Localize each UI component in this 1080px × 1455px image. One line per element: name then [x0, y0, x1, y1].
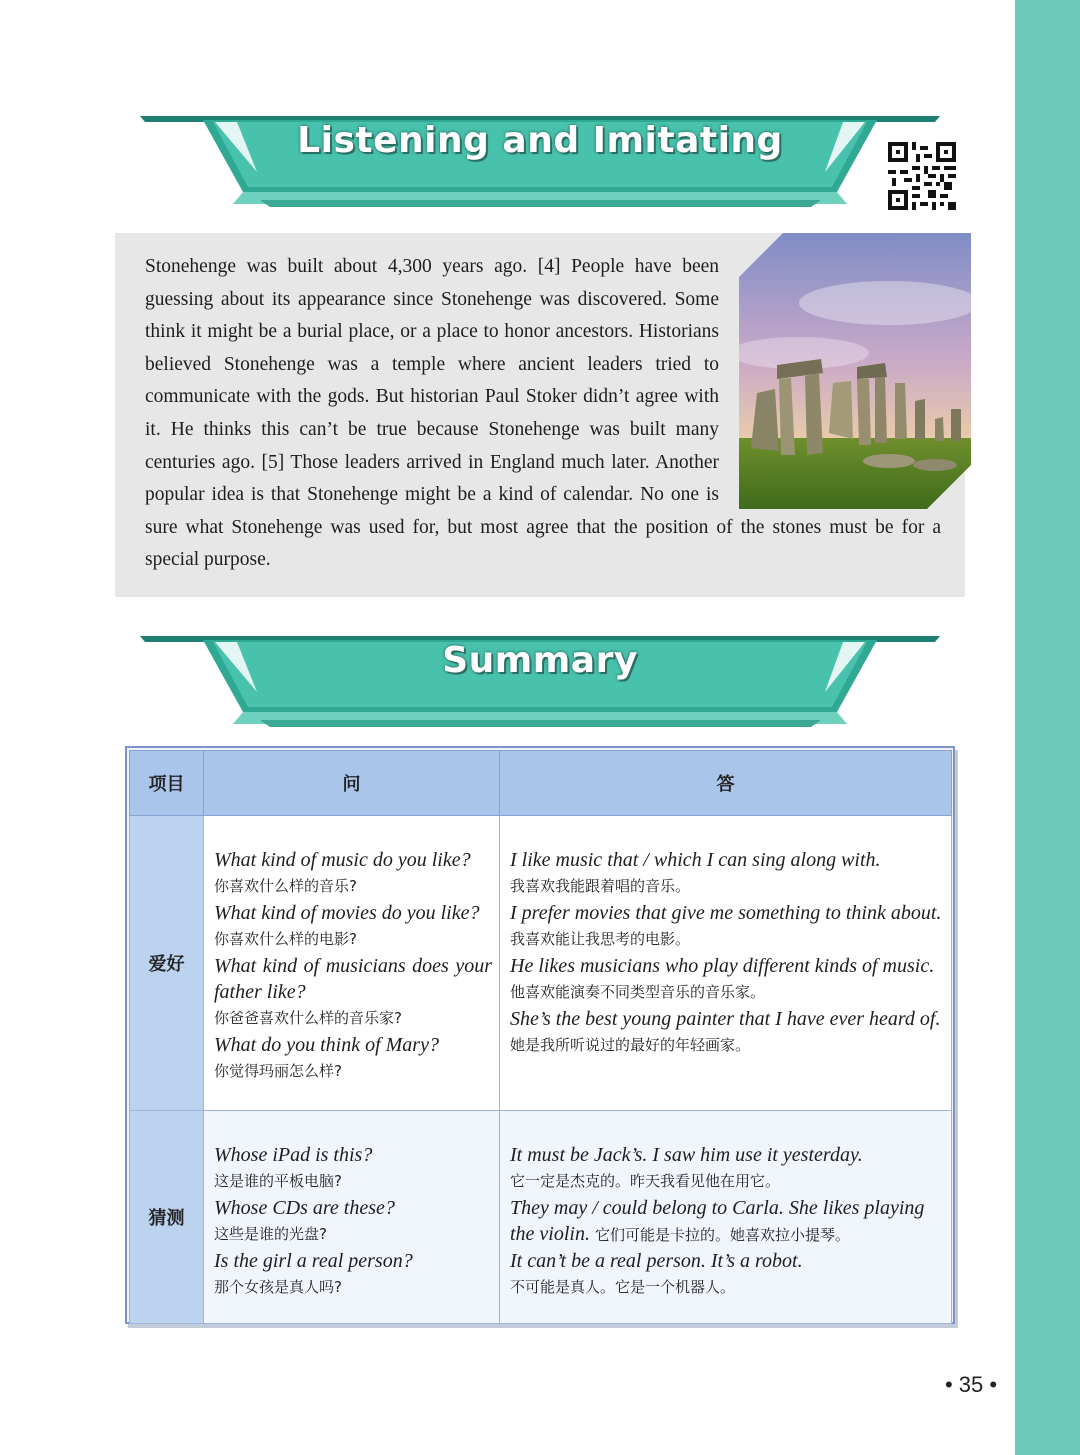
question-zh: 这是谁的平板电脑? [214, 1172, 342, 1190]
listening-title: Listening and Imitating [297, 120, 783, 161]
header-topic: 项目 [130, 751, 204, 816]
question-zh: 这些是谁的光盘? [214, 1225, 327, 1243]
question-en: Whose CDs are these? [214, 1197, 395, 1219]
answer-zh: 不可能是真人。它是一个机器人。 [510, 1278, 736, 1296]
question-zh: 你喜欢什么样的音乐? [214, 877, 357, 895]
listening-banner [135, 112, 945, 212]
qr-code-icon[interactable] [888, 142, 956, 210]
header-question: 问 [204, 751, 500, 816]
table-row [130, 816, 952, 1111]
answer-en: She’s the best young painter that I have ever heard of. [510, 1008, 941, 1030]
answer-en-continued [510, 1221, 944, 1248]
answer-zh: 我喜欢能让我思考的电影。 [510, 930, 691, 948]
answer-en: It can’t be a real person. It’s a robot. [510, 1250, 803, 1272]
answer-en-cont: the violin. [510, 1223, 590, 1245]
question-en: What kind of musicians does your father like? [214, 955, 492, 1003]
table-row [130, 1111, 952, 1324]
side-color-bar [1015, 0, 1080, 1455]
question-zh: 你觉得玛丽怎么样? [214, 1062, 342, 1080]
question-cell [204, 816, 500, 1111]
question-en: Is the girl a real person? [214, 1250, 413, 1272]
stonehenge-photo [739, 233, 971, 509]
reading-passage-box [115, 233, 965, 597]
question-cell [204, 1111, 500, 1324]
passage-text: Stonehenge was built about 4,300 years ago. [4] People have been guessing about its appearance since Stonehenge was discovered. Some think it might be a burial place, or a place to honor ancestors. Historians believed Stonehenge was a temple where ancient leaders tried to communicate with the gods. But historian Paul Stoker didn’t agree with it. He thinks this can’t be true because Stonehenge was built many centuries ago. [5] Those leaders arrived in England much later. Another popular idea is that Stonehenge might be a kind of calendar. No one is sure what Stonehenge was used for, but most agree that the position of the stones must be for a special purpose. [145, 256, 941, 571]
summary-table [129, 750, 952, 1324]
question-zh: 你喜欢什么样的电影? [214, 930, 357, 948]
question-en: What kind of music do you like? [214, 849, 471, 871]
answer-zh: 她是我所听说过的最好的年轻画家。 [510, 1036, 751, 1054]
answer-en: It must be Jack’s. I saw him use it yesterday. [510, 1144, 863, 1166]
answer-zh: 它一定是杰克的。昨天我看见他在用它。 [510, 1172, 781, 1190]
answer-cell [500, 1111, 952, 1324]
summary-title: Summary [442, 640, 638, 681]
table-header-row [130, 751, 952, 816]
header-answer: 答 [500, 751, 952, 816]
question-en: Whose iPad is this? [214, 1144, 373, 1166]
answer-zh-inline: 它们可能是卡拉的。她喜欢拉小提琴。 [594, 1226, 850, 1244]
page-number: • 35 • [944, 1372, 998, 1397]
question-en: What kind of movies do you like? [214, 902, 480, 924]
topic-cell: 猜测 [130, 1111, 204, 1324]
answer-en: He likes musicians who play different kinds of music. [510, 955, 935, 977]
summary-table-wrap [125, 746, 955, 1324]
topic-cell: 爱好 [130, 816, 204, 1111]
answer-en: They may / could belong to Carla. She likes playing [510, 1197, 925, 1219]
answer-zh: 他喜欢能演奏不同类型音乐的音乐家。 [510, 983, 766, 1001]
answer-cell [500, 816, 952, 1111]
answer-zh: 我喜欢我能跟着唱的音乐。 [510, 877, 691, 895]
question-zh: 那个女孩是真人吗? [214, 1278, 342, 1296]
answer-en: I like music that / which I can sing along with. [510, 849, 881, 871]
reading-passage [145, 251, 941, 577]
question-en: What do you think of Mary? [214, 1034, 439, 1056]
summary-banner [135, 632, 945, 732]
answer-en: I prefer movies that give me something to think about. [510, 902, 942, 924]
question-zh: 你爸爸喜欢什么样的音乐家? [214, 1009, 402, 1027]
summary-table-frame [125, 746, 955, 1324]
